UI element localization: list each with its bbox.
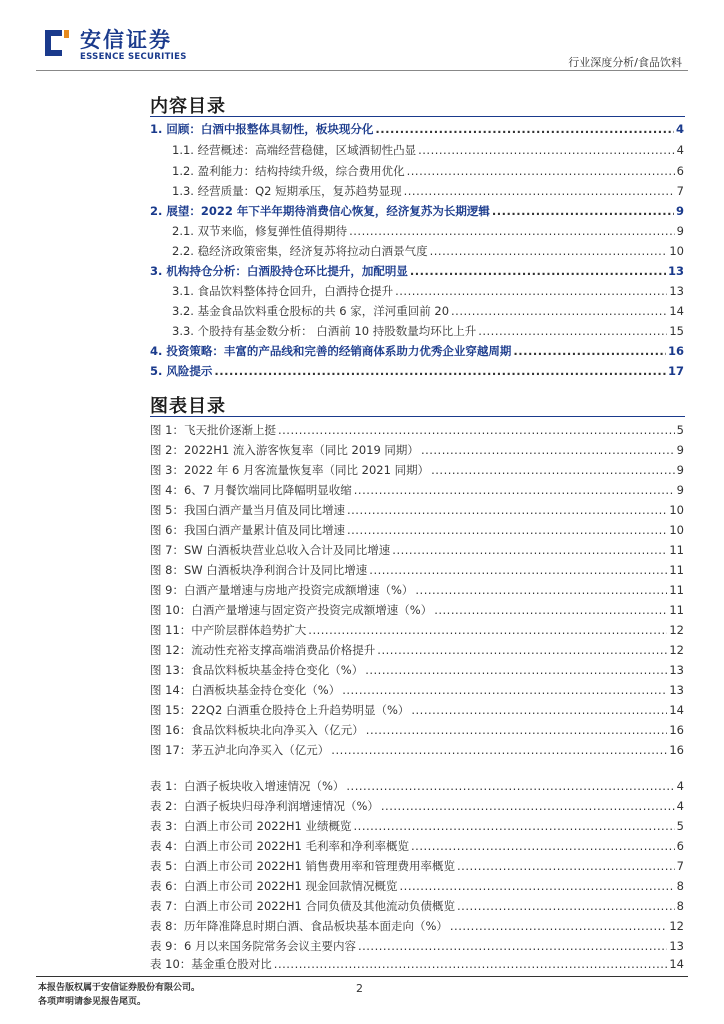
toc-item-label: 2. 展望：2022 年下半年期待消费信心恢复，经济复苏为长期逻辑 bbox=[150, 204, 490, 218]
toc-title: 内容目录 bbox=[150, 96, 226, 117]
figure-item[interactable] bbox=[150, 582, 684, 600]
figure-item-page: 9 bbox=[676, 443, 684, 457]
table-item[interactable] bbox=[150, 878, 684, 896]
toc-item[interactable] bbox=[172, 183, 684, 201]
table-item-page: 5 bbox=[676, 819, 684, 833]
figure-item-label: 图 9：白酒产量增速与房地产投资完成额增速（%） bbox=[150, 583, 414, 597]
toc-item[interactable] bbox=[172, 243, 684, 261]
figure-item-label: 图 10：白酒产量增速与固定资产投资完成额增速（%） bbox=[150, 603, 433, 617]
figure-item-label: 图 5：我国白酒产量当月值及同比增速 bbox=[150, 503, 345, 517]
table-item[interactable] bbox=[150, 858, 684, 876]
toc-item-label: 1.2. 盈利能力：结构持续升级，综合费用优化 bbox=[172, 164, 405, 178]
toc-item[interactable] bbox=[172, 223, 684, 241]
table-item-page: 6 bbox=[676, 839, 684, 853]
toc-item-label: 4. 投资策略：丰富的产品线和完善的经销商体系助力优秀企业穿越周期 bbox=[150, 344, 512, 358]
table-item-page: 12 bbox=[669, 919, 684, 933]
figure-item[interactable] bbox=[150, 562, 684, 580]
toc-item[interactable] bbox=[150, 363, 684, 381]
figure-item-page: 14 bbox=[669, 703, 684, 717]
toc-item-page: 17 bbox=[667, 364, 684, 378]
figure-item[interactable] bbox=[150, 682, 684, 700]
table-item-label: 表 2：白酒子板块归母净利润增速情况（%） bbox=[150, 799, 379, 813]
page-number: 2 bbox=[356, 982, 363, 995]
figure-item-page: 11 bbox=[669, 603, 684, 617]
toc-item[interactable] bbox=[172, 323, 684, 341]
figure-item-label: 图 15：22Q2 白酒重仓股持仓上升趋势明显（%） bbox=[150, 703, 410, 717]
toc-item[interactable] bbox=[172, 283, 684, 301]
table-item-page: 14 bbox=[669, 957, 684, 971]
table-item[interactable] bbox=[150, 778, 684, 796]
table-item-page: 4 bbox=[676, 779, 684, 793]
table-item-label: 表 8：历年降准降息时期白酒、食品板块基本面走向（%） bbox=[150, 919, 448, 933]
figure-item-label: 图 3：2022 年 6 月客流量恢复率（同比 2021 同期） bbox=[150, 463, 430, 477]
figure-item-page: 9 bbox=[676, 463, 684, 477]
figures-title: 图表目录 bbox=[150, 396, 226, 417]
table-item[interactable] bbox=[150, 818, 684, 836]
figure-item-page: 10 bbox=[669, 503, 684, 517]
figure-item-label: 图 17：茅五泸北向净买入（亿元） bbox=[150, 743, 330, 757]
copyright-note: 本报告版权属于安信证券股份有限公司。 bbox=[38, 983, 201, 993]
figure-item[interactable] bbox=[150, 482, 684, 500]
figure-item-label: 图 1：飞天批价逐渐上挺 bbox=[150, 423, 276, 437]
figure-item[interactable] bbox=[150, 542, 684, 560]
toc-item-page: 9 bbox=[675, 204, 684, 218]
toc-item-page: 15 bbox=[669, 324, 684, 338]
table-item[interactable] bbox=[150, 918, 684, 936]
figure-item-page: 12 bbox=[669, 623, 684, 637]
company-logo-text: 安信证券 bbox=[80, 28, 172, 52]
figure-item-page: 16 bbox=[669, 743, 684, 757]
toc-item-page: 13 bbox=[669, 284, 684, 298]
table-item-label: 表 6：白酒上市公司 2022H1 现金回款情况概览 bbox=[150, 879, 398, 893]
figure-item-label: 图 13：食品饮料板块基金持仓变化（%） bbox=[150, 663, 364, 677]
toc-item-page: 16 bbox=[667, 344, 684, 358]
toc-item-label: 3.3. 个股持有基金数分析： 白酒前 10 持股数量均环比上升 bbox=[172, 324, 477, 338]
figure-item-page: 13 bbox=[669, 663, 684, 677]
toc-item[interactable] bbox=[150, 203, 684, 221]
figure-item-page: 16 bbox=[669, 723, 684, 737]
header-divider bbox=[36, 70, 688, 71]
toc-item-page: 6 bbox=[676, 164, 684, 178]
toc-item[interactable] bbox=[172, 303, 684, 321]
figure-item-page: 10 bbox=[669, 523, 684, 537]
figure-item[interactable] bbox=[150, 522, 684, 540]
figure-item-page: 13 bbox=[669, 683, 684, 697]
toc-item-label: 2.2. 稳经济政策密集，经济复苏将拉动白酒景气度 bbox=[172, 244, 428, 258]
figure-item-label: 图 11：中产阶层群体趋势扩大 bbox=[150, 623, 307, 637]
disclaimer-note: 各项声明请参见报告尾页。 bbox=[38, 997, 147, 1007]
table-item-page: 4 bbox=[676, 799, 684, 813]
essence-logo-icon bbox=[42, 26, 72, 60]
figure-item[interactable] bbox=[150, 622, 684, 640]
toc-item-page: 14 bbox=[669, 304, 684, 318]
table-item-label: 表 4：白酒上市公司 2022H1 毛利率和净利率概览 bbox=[150, 839, 410, 853]
figure-item[interactable] bbox=[150, 742, 684, 760]
toc-title-rule bbox=[150, 116, 685, 117]
figure-item-page: 12 bbox=[669, 643, 684, 657]
figure-item[interactable] bbox=[150, 722, 684, 740]
table-item-page: 8 bbox=[676, 879, 684, 893]
footer-divider bbox=[36, 976, 688, 977]
toc-item-page: 4 bbox=[675, 122, 684, 136]
toc-item-page: 7 bbox=[676, 184, 684, 198]
table-item-label: 表 3：白酒上市公司 2022H1 业绩概览 bbox=[150, 819, 352, 833]
figure-item-label: 图 16：食品饮料板块北向净买入（亿元） bbox=[150, 723, 364, 737]
figure-item-label: 图 12：流动性充裕支撑高端消费品价格提升 bbox=[150, 643, 376, 657]
toc-item[interactable] bbox=[150, 121, 684, 139]
table-item[interactable] bbox=[150, 956, 684, 974]
toc-item-page: 13 bbox=[667, 264, 684, 278]
table-item[interactable] bbox=[150, 798, 684, 816]
figure-item-label: 图 2：2022H1 流入游客恢复率（同比 2019 同期） bbox=[150, 443, 419, 457]
figure-item-label: 图 8：SW 白酒板块净利润合计及同比增速 bbox=[150, 563, 368, 577]
report-type: 行业深度分析/食品饮料 bbox=[568, 56, 682, 69]
figure-item-page: 11 bbox=[669, 583, 684, 597]
table-item-label: 表 1：白酒子板块收入增速情况（%） bbox=[150, 779, 345, 793]
table-item-label: 表 10：基金重仓股对比 bbox=[150, 957, 272, 971]
figure-item[interactable] bbox=[150, 642, 684, 660]
toc-item[interactable] bbox=[172, 163, 684, 181]
figure-item-label: 图 14：白酒板块基金持仓变化（%） bbox=[150, 683, 341, 697]
toc-item-label: 5. 风险提示 bbox=[150, 364, 213, 378]
figure-item[interactable] bbox=[150, 422, 684, 440]
table-item[interactable] bbox=[150, 938, 684, 956]
toc-item-label: 1.1. 经营概述：高端经营稳健，区域酒韧性凸显 bbox=[172, 143, 417, 157]
page-header bbox=[0, 0, 724, 70]
toc-item-page: 10 bbox=[669, 244, 684, 258]
figure-item-page: 11 bbox=[669, 543, 684, 557]
figure-item-page: 5 bbox=[676, 423, 684, 437]
figure-item[interactable] bbox=[150, 702, 684, 720]
figure-item-label: 图 7：SW 白酒板块营业总收入合计及同比增速 bbox=[150, 543, 391, 557]
figure-item-page: 11 bbox=[669, 563, 684, 577]
figure-item[interactable] bbox=[150, 502, 684, 520]
table-item-page: 8 bbox=[676, 899, 684, 913]
figure-item[interactable] bbox=[150, 662, 684, 680]
table-item[interactable] bbox=[150, 838, 684, 856]
toc-item-page: 9 bbox=[676, 224, 684, 238]
figure-item-label: 图 4：6、7 月餐饮端同比降幅明显收缩 bbox=[150, 483, 352, 497]
table-item-label: 表 9：6 月以来国务院常务会议主要内容 bbox=[150, 939, 356, 953]
toc-item[interactable] bbox=[150, 263, 684, 281]
toc-item[interactable] bbox=[172, 142, 684, 160]
toc-item-label: 1. 回顾：白酒中报整体具韧性，板块现分化 bbox=[150, 122, 374, 136]
figure-item-page: 9 bbox=[676, 483, 684, 497]
company-logo-english: ESSENCE SECURITIES bbox=[80, 52, 187, 62]
toc-item-label: 1.3. 经营质量：Q2 短期承压，复苏趋势显现 bbox=[172, 184, 402, 198]
table-item-page: 7 bbox=[676, 859, 684, 873]
toc-item-label: 2.1. 双节来临，修复弹性值得期待 bbox=[172, 224, 348, 238]
toc-item-page: 4 bbox=[676, 143, 684, 157]
figures-title-rule bbox=[150, 416, 685, 417]
toc-item-label: 3.2. 基金食品饮料重仓股标的共 6 家，洋河重回前 20 bbox=[172, 304, 450, 318]
table-item-label: 表 5：白酒上市公司 2022H1 销售费用率和管理费用率概览 bbox=[150, 859, 456, 873]
table-item-label: 表 7：白酒上市公司 2022H1 合同负债及其他流动负债概览 bbox=[150, 899, 456, 913]
toc-item-label: 3. 机构持仓分析：白酒股持仓环比提升，加配明显 bbox=[150, 264, 408, 278]
figure-item-label: 图 6：我国白酒产量累计值及同比增速 bbox=[150, 523, 345, 537]
toc-item[interactable] bbox=[150, 343, 684, 361]
figure-item[interactable] bbox=[150, 442, 684, 460]
figure-item[interactable] bbox=[150, 602, 684, 620]
table-item[interactable] bbox=[150, 898, 684, 916]
table-item-page: 13 bbox=[669, 939, 684, 953]
toc-item-label: 3.1. 食品饮料整体持仓回升，白酒持仓提升 bbox=[172, 284, 394, 298]
figure-item[interactable] bbox=[150, 462, 684, 480]
